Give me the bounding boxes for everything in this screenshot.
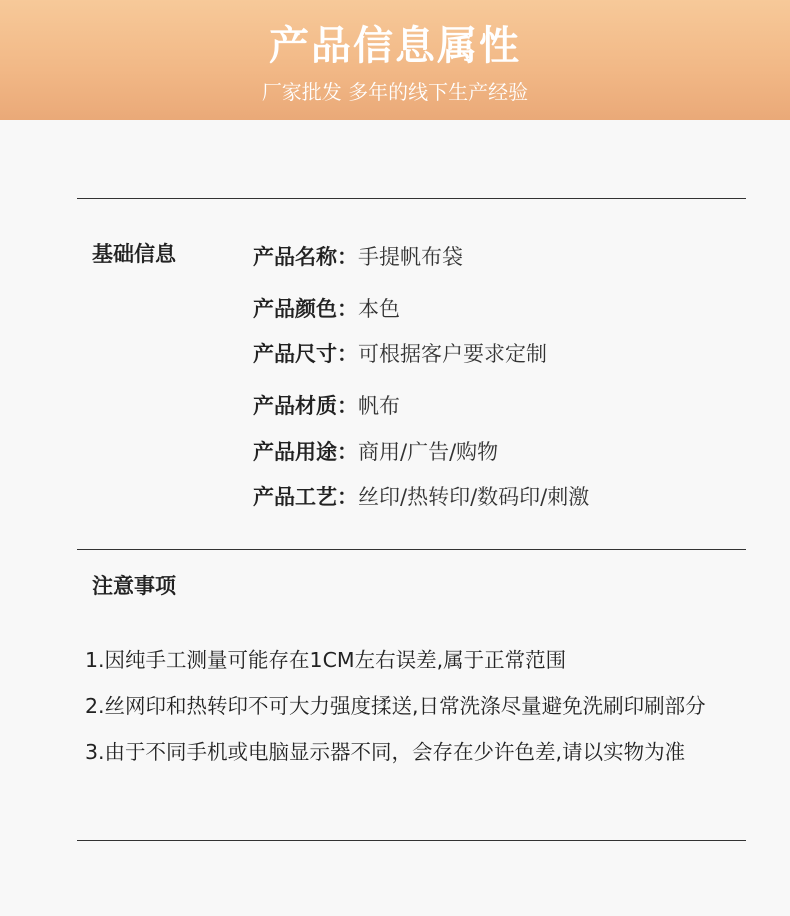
banner-title: 产品信息属性 [269,23,521,69]
attribute-row-usage [253,437,498,467]
attribute-value: 手提帆布袋 [358,245,463,269]
basic-info-label: 基础信息 [92,242,176,266]
banner-subtitle: 厂家批发 多年的线下生产经验 [261,80,529,104]
attribute-row-name [253,242,463,272]
divider-top [77,198,746,199]
attribute-key: 产品尺寸： [253,342,358,366]
header-banner [0,0,790,120]
attribute-key: 产品颜色： [253,297,358,321]
attribute-value: 帆布 [358,394,400,418]
attribute-key: 产品用途： [253,440,358,464]
note-item: 2.丝网印和热转印不可大力强度揉送,日常洗涤尽量避免洗刷印刷部分 [85,694,706,718]
divider-middle [77,549,746,550]
attribute-key: 产品工艺： [253,485,358,509]
attribute-value: 可根据客户要求定制 [358,342,547,366]
attribute-key: 产品名称： [253,245,358,269]
note-item: 3.由于不同手机或电脑显示器不同，会存在少许色差,请以实物为准 [85,740,686,764]
attribute-row-size [253,339,547,369]
attribute-row-material [253,391,400,421]
notes-label: 注意事项 [92,574,176,598]
note-item: 1.因纯手工测量可能存在1CM左右误差,属于正常范围 [85,648,567,672]
attribute-row-color [253,294,400,324]
attribute-row-craft [253,482,589,512]
attribute-value: 本色 [358,297,400,321]
attribute-value: 商用/广告/购物 [358,440,499,464]
attribute-key: 产品材质： [253,394,358,418]
divider-bottom [77,840,746,841]
attribute-value: 丝印/热转印/数码印/刺激 [358,485,590,509]
